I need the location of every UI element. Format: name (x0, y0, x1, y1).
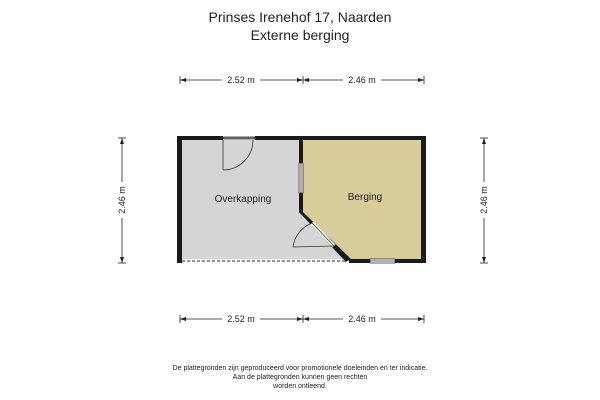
room-label-berging: Berging (347, 192, 383, 203)
dim-right: 2.46 m (479, 186, 489, 214)
room-label-overkapping: Overkapping (214, 194, 272, 205)
disclaimer-line-1: De plattegronden zijn geproduceerd voor promotionele doeleinden en ter indicatie. (172, 365, 428, 372)
disclaimer-line-2: Aan de plattegronden kunnen geen rechten (232, 374, 368, 381)
bottom-dimension (180, 315, 424, 323)
dim-top-left: 2.52 m (227, 75, 255, 85)
disclaimer-line-3: worden ontleend. (273, 383, 327, 390)
bottom-window (370, 259, 395, 263)
top-dimension (180, 76, 424, 84)
dim-bottom-left: 2.52 m (227, 314, 255, 324)
dim-left: 2.46 m (117, 186, 127, 214)
dim-bottom-right: 2.46 m (348, 314, 376, 324)
dim-top-right: 2.46 m (348, 75, 376, 85)
interior-window (299, 163, 303, 193)
floor-subtitle: Externe berging (250, 27, 350, 43)
address-title: Prinses Irenehof 17, Naarden (208, 9, 392, 25)
